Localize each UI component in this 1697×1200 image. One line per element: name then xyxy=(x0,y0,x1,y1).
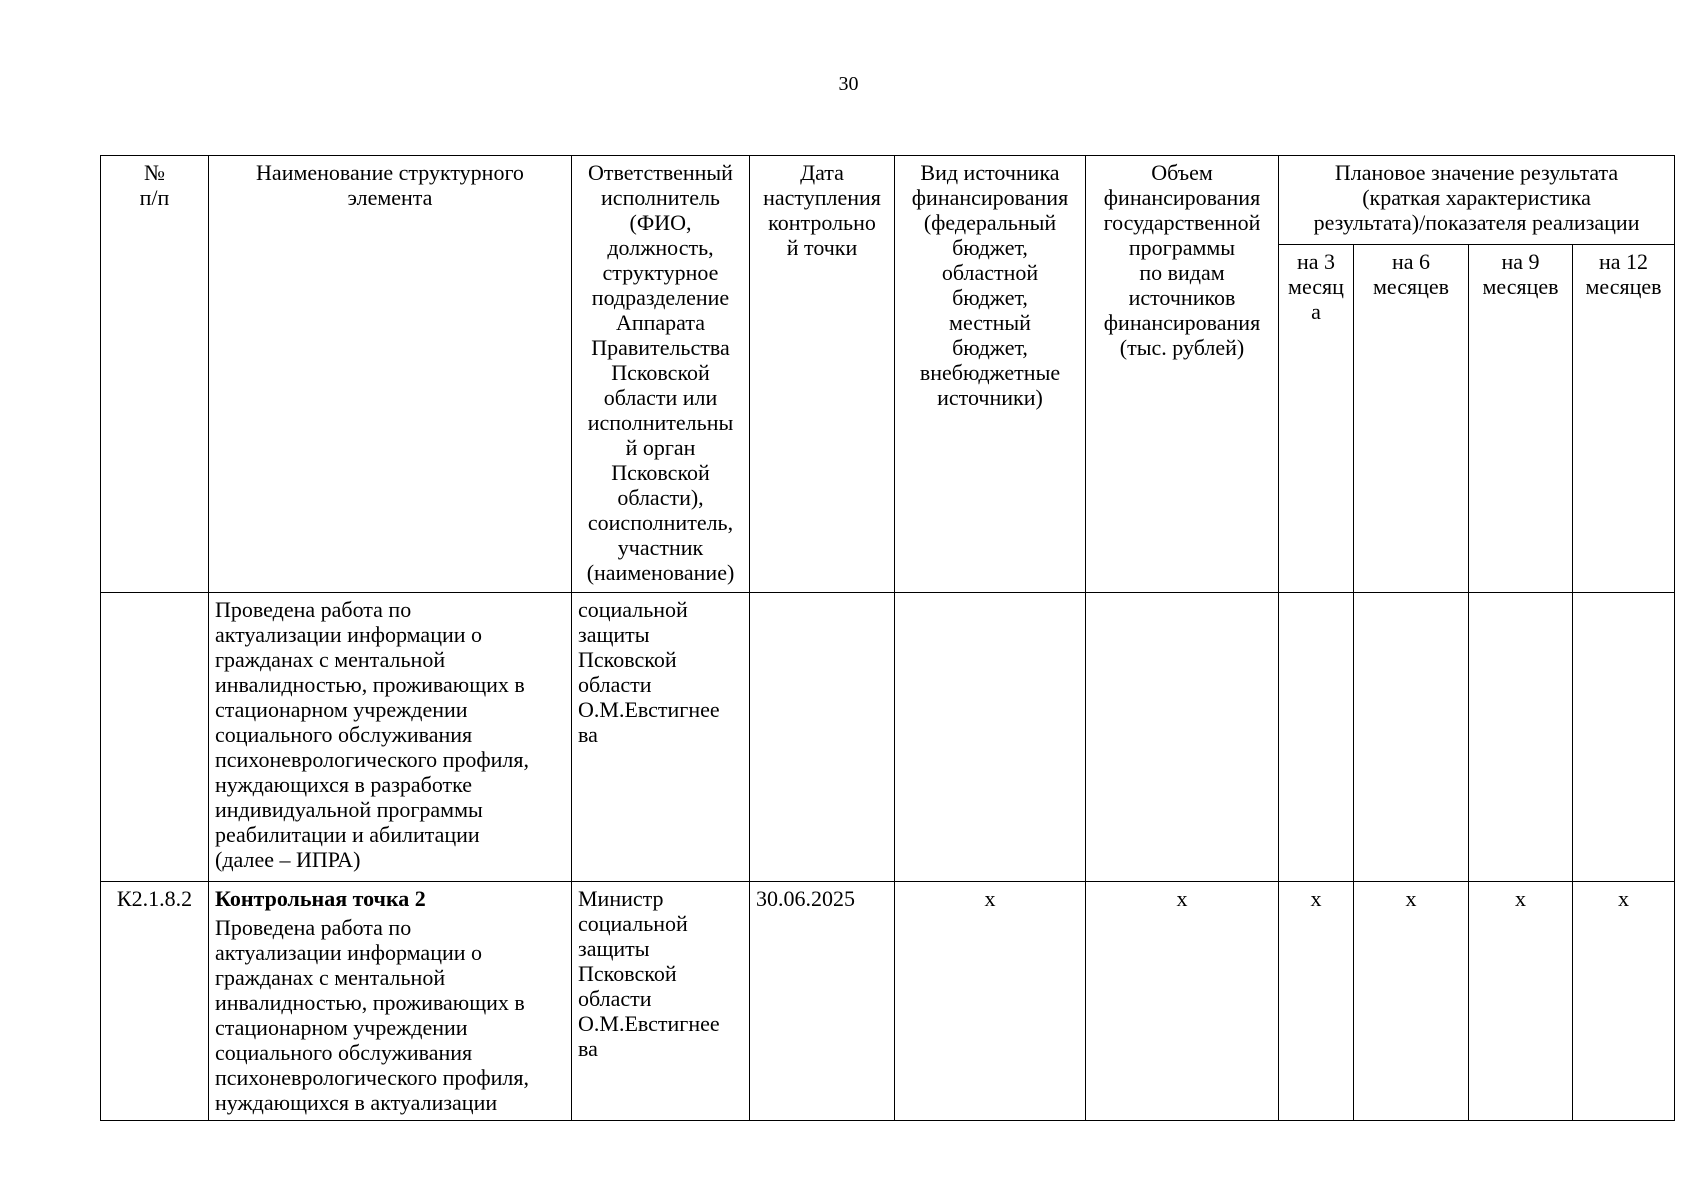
cell-source: х xyxy=(895,882,1086,1121)
header-m6: на 6 месяцев xyxy=(1354,245,1469,593)
cell-m12: х xyxy=(1573,882,1675,1121)
cell-name: Проведена работа по актуализации информации о гражданах с ментальной инвалидностью, проживающих в стационарном учреждении социального обслуживания психоневрологического профиля, нуждающихся в разработке индивидуальной программы реабилитации и абилитации (далее – ИПРА) xyxy=(209,593,572,882)
cell-num: К2.1.8.2 xyxy=(101,882,209,1121)
control-point-title: Контрольная точка 2 xyxy=(215,886,426,911)
header-m12: на 12 месяцев xyxy=(1573,245,1675,593)
cell-m6: х xyxy=(1354,882,1469,1121)
header-volume: Объем финансирования государственной программы по видам источников финансирования (тыс. рублей) xyxy=(1086,156,1279,593)
header-name: Наименование структурного элемента xyxy=(209,156,572,593)
control-points-table xyxy=(100,155,1675,1121)
cell-m3 xyxy=(1279,593,1354,882)
cell-m9 xyxy=(1469,593,1573,882)
cell-m9: х xyxy=(1469,882,1573,1121)
table-row xyxy=(101,882,1675,1121)
header-m9: на 9 месяцев xyxy=(1469,245,1573,593)
cell-m12 xyxy=(1573,593,1675,882)
cell-date xyxy=(750,593,895,882)
header-row-1 xyxy=(101,156,1675,245)
cell-volume: х xyxy=(1086,882,1279,1121)
cell-volume xyxy=(1086,593,1279,882)
page-number: 30 xyxy=(838,73,859,95)
cell-m6 xyxy=(1354,593,1469,882)
cell-num xyxy=(101,593,209,882)
cell-m3: х xyxy=(1279,882,1354,1121)
header-plan-group: Плановое значение результата (краткая характеристика результата)/показателя реализации xyxy=(1279,156,1675,245)
cell-responsible: социальной защиты Псковской области О.М.Евстигнее ва xyxy=(572,593,750,882)
cell-name-group xyxy=(209,882,572,1121)
cell-responsible: Министр социальной защиты Псковской области О.М.Евстигнее ва xyxy=(572,882,750,1121)
header-num: № п/п xyxy=(101,156,209,593)
header-responsible: Ответственный исполнитель (ФИО, должность, структурное подразделение Аппарата Правительства Псковской области или исполнительны й орган Псковской области), соисполнитель, участник (наименование) xyxy=(572,156,750,593)
cell-name: Проведена работа по актуализации информации о гражданах с ментальной инвалидностью, проживающих в стационарном учреждении социального обслуживания психоневрологического профиля, нуждающихся в актуализации xyxy=(215,915,529,1115)
cell-date: 30.06.2025 xyxy=(750,882,895,1121)
table-row xyxy=(101,593,1675,882)
header-date: Дата наступления контрольно й точки xyxy=(750,156,895,593)
header-m3: на 3 месяц а xyxy=(1279,245,1354,593)
cell-source xyxy=(895,593,1086,882)
header-source: Вид источника финансирования (федеральный бюджет, областной бюджет, местный бюджет, внебюджетные источники) xyxy=(895,156,1086,593)
